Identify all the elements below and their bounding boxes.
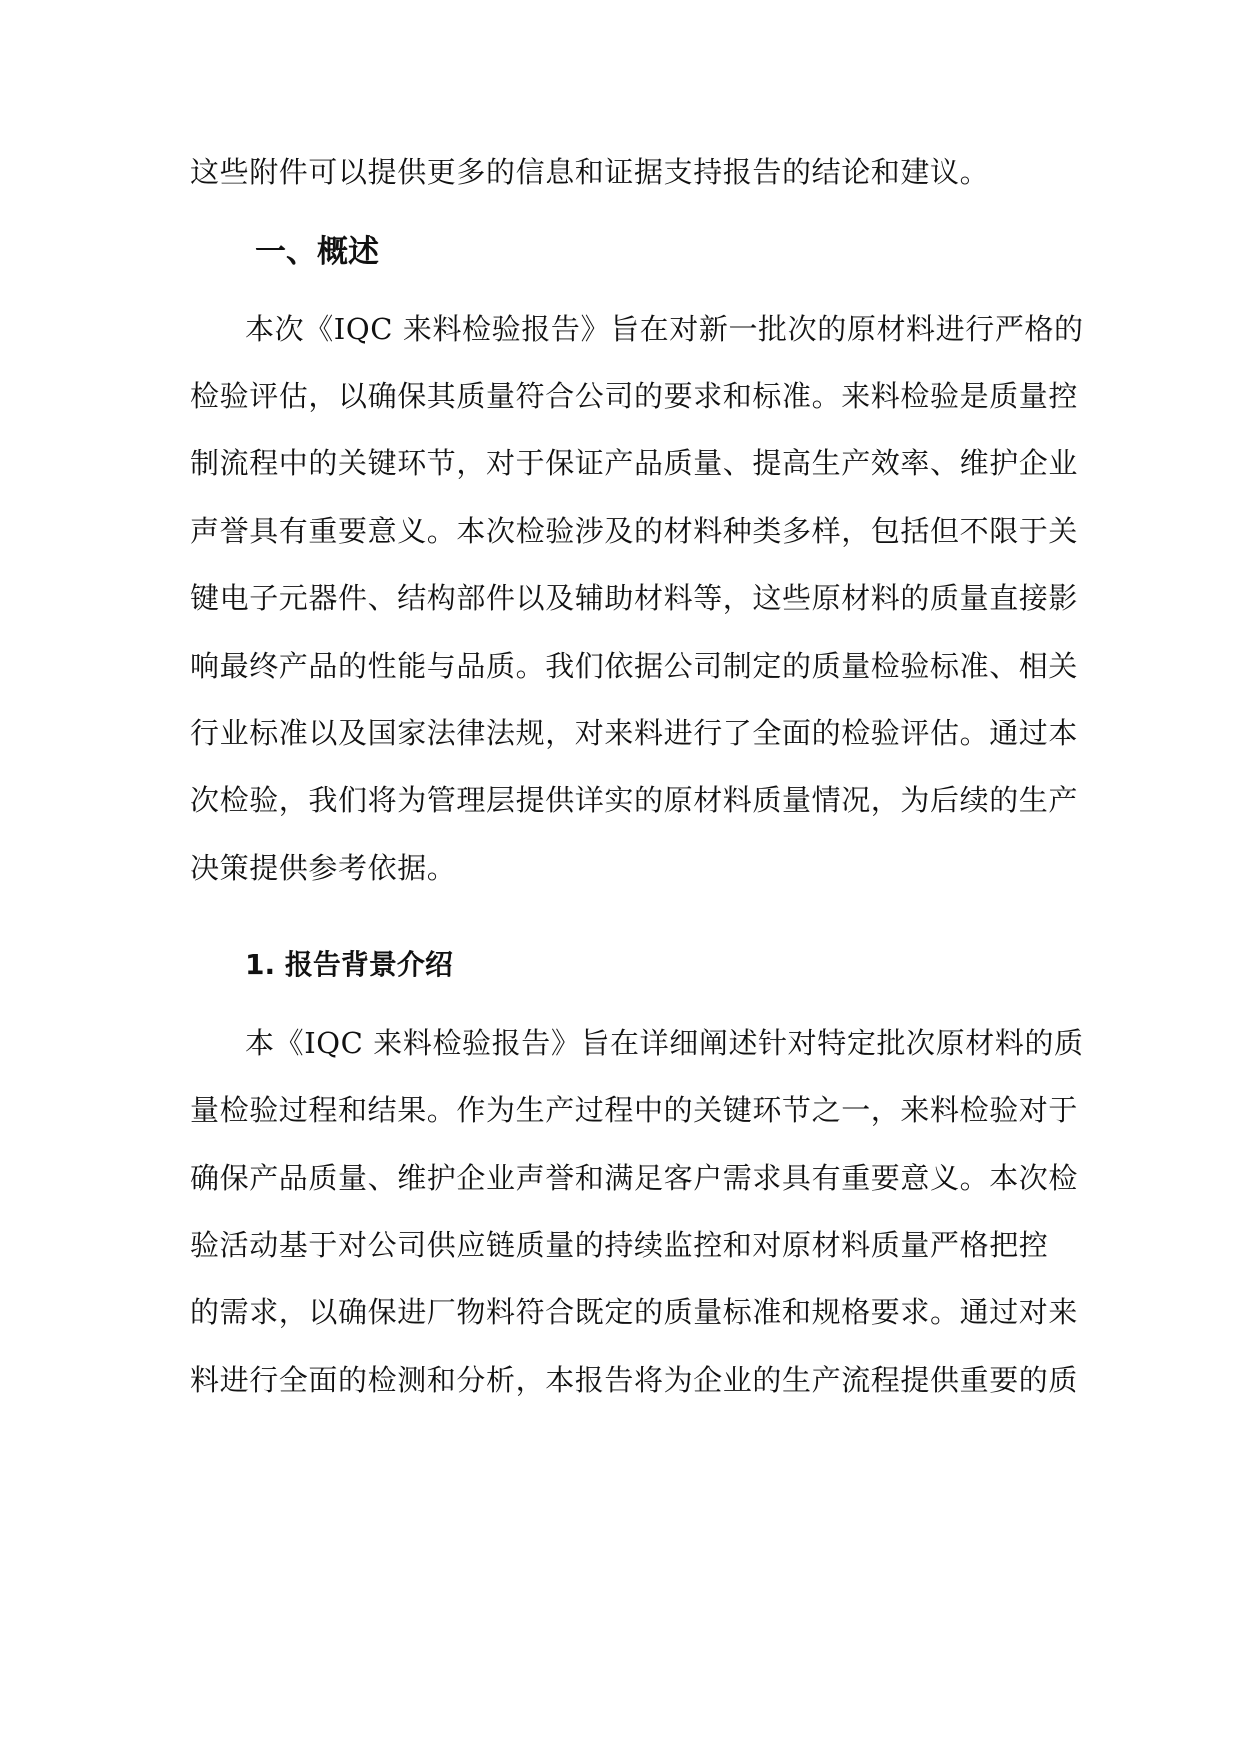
intro-line: 这些附件可以提供更多的信息和证据支持报告的结论和建议。: [190, 155, 990, 189]
paragraph-line: 本次《IQC 来料检验报告》旨在对新一批次的原材料进行严格的: [245, 312, 1084, 346]
paragraph-line: 声誉具有重要意义。本次检验涉及的材料种类多样，包括但不限于关: [190, 514, 1079, 548]
paragraph-line: 行业标准以及国家法律法规，对来料进行了全面的检验评估。通过本: [190, 716, 1079, 750]
paragraph-line: 次检验，我们将为管理层提供详实的原材料质量情况，为后续的生产: [190, 783, 1079, 817]
paragraph-line: 的需求，以确保进厂物料符合既定的质量标准和规格要求。通过对来: [190, 1295, 1079, 1329]
paragraph-line: 本《IQC 来料检验报告》旨在详细阐述针对特定批次原材料的质: [245, 1026, 1084, 1060]
paragraph-line: 制流程中的关键环节，对于保证产品质量、提高生产效率、维护企业: [190, 446, 1079, 480]
paragraph-line: 检验评估，以确保其质量符合公司的要求和标准。来料检验是质量控: [190, 379, 1079, 413]
paragraph-line: 响最终产品的性能与品质。我们依据公司制定的质量检验标准、相关: [190, 649, 1079, 683]
subsection-heading: 1. 报告背景介绍: [245, 948, 453, 981]
paragraph-line: 确保产品质量、维护企业声誉和满足客户需求具有重要意义。本次检: [190, 1161, 1079, 1195]
paragraph-line: 料进行全面的检测和分析，本报告将为企业的生产流程提供重要的质: [190, 1363, 1079, 1397]
paragraph-line: 决策提供参考依据。: [190, 851, 457, 885]
paragraph-line: 验活动基于对公司供应链质量的持续监控和对原材料质量严格把控: [190, 1228, 1049, 1262]
paragraph-line: 量检验过程和结果。作为生产过程中的关键环节之一，来料检验对于: [190, 1093, 1079, 1127]
paragraph-line: 键电子元器件、结构部件以及辅助材料等，这些原材料的质量直接影: [190, 581, 1079, 615]
section-heading: 一、概述: [255, 234, 379, 270]
